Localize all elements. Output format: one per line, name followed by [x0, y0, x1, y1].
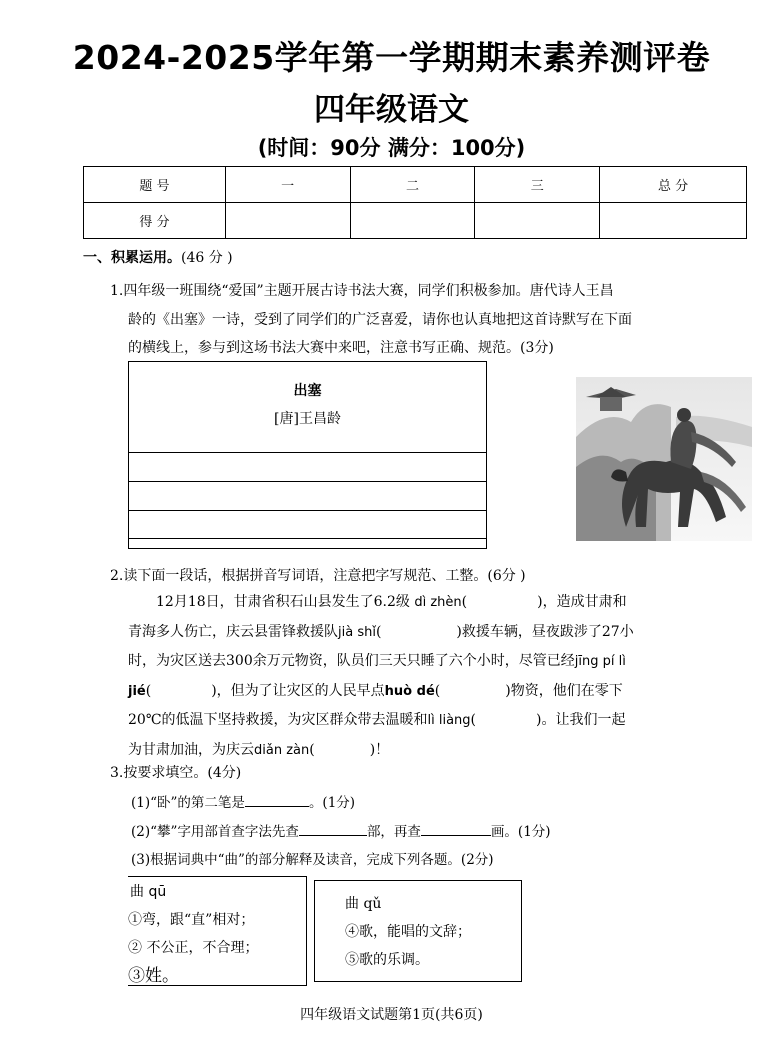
dictionary-entry-qu3 [314, 880, 522, 982]
answer-blank[interactable] [245, 806, 309, 807]
pinyin: jīng pí lì [574, 654, 626, 669]
score-input-cell[interactable] [600, 203, 747, 239]
question-3-prompt: 3.按要求填空。(4分) [110, 765, 242, 781]
section-heading [83, 247, 233, 267]
question-2-passage [128, 588, 756, 765]
answer-blank[interactable] [421, 835, 491, 836]
passage-text: 青海多人伤亡，庆云县雷锋救援队 [128, 623, 338, 640]
pinyin: diǎn zàn [254, 742, 310, 758]
dict-line: 曲 qū [130, 884, 167, 900]
dict-line: ③姓。 [128, 966, 179, 986]
question-1-line: 的横线上，参与到这场书法大赛中来吧，注意书写正确、规范。(3分) [128, 340, 554, 356]
score-table [83, 166, 747, 239]
question-3-part-3: (3)根据词典中“曲”的部分解释及读音，完成下列各题。(2分) [131, 852, 494, 868]
score-cell: 一 [225, 167, 350, 203]
question-1 [110, 277, 755, 363]
passage-line: 为甘肃加油，为庆云diǎn zàn( )！ [128, 741, 390, 758]
question-1-line: 1.四年级一班围绕“爱国”主题开展古诗书法大赛，同学们积极参加。唐代诗人王昌 [110, 283, 614, 299]
dict-line: ①弯，跟“直”相对； [128, 912, 255, 928]
passage-text: 。让我们一起 [541, 712, 626, 728]
passage-line: 青海多人伤亡，庆云县雷锋救援队jià shǐ( )救援车辆，昼夜跋涉了27小 [128, 623, 634, 640]
passage-text: 救援车辆，昼夜跋涉了27小 [461, 623, 634, 640]
poem-title: 出塞 [293, 383, 322, 399]
q3-text: 。(1分) [308, 795, 356, 811]
dict-line: ⑤歌的乐调。 [345, 952, 429, 968]
pinyin: lì liàng [427, 713, 471, 728]
answer-blank[interactable] [299, 835, 367, 836]
passage-line: 12月18日，甘肃省积石山县发生了6.2级 dì zhèn( )，造成甘肃和 [156, 594, 627, 610]
exam-title: 2024-2025学年第一学期期末素养测评卷 [72, 38, 711, 77]
passage-text: ！ [375, 741, 390, 758]
q3-text: 画。(1分) [490, 824, 551, 840]
passage-text: 12月18日，甘肃省积石山县发生了6.2级 [156, 594, 410, 610]
poem-author: [唐]王昌龄 [274, 411, 341, 427]
passage-text: 时，为灾区送去300余万元物资，队员们三天只睡了六个小时，尽管已经 [128, 653, 575, 669]
question-3-part-2 [131, 820, 551, 840]
page-footer: 四年级语文试题第1页(共6页) [300, 1007, 483, 1023]
passage-text: 20℃的低温下坚持救援，为灾区群众带去温暖和 [128, 712, 428, 728]
passage-text: ，造成甘肃和 [542, 594, 627, 610]
q3-text: 部，再查 [366, 824, 421, 840]
q3-text: (2)“攀”字用部首查字法先查 [131, 824, 299, 840]
passage-text: 物资，他们在零下 [510, 682, 623, 699]
question-2-prompt: 2.读下面一段话，根据拼音写词语，注意把字写规范、工整。(6分 ) [110, 568, 526, 584]
writing-line[interactable] [129, 510, 486, 511]
section-points: (46 分 ) [181, 250, 233, 266]
pinyin: huò dé [384, 683, 435, 699]
score-input-cell[interactable] [350, 203, 475, 239]
writing-line[interactable] [129, 481, 486, 482]
dict-line: ② 不公正，不合理； [128, 940, 259, 956]
pinyin: dì zhèn [414, 595, 462, 610]
dict-line: ④歌，能唱的文辞； [345, 924, 471, 940]
score-cell: 总 分 [600, 167, 747, 203]
question-3-part-1 [131, 791, 355, 811]
score-cell: 得 分 [84, 203, 226, 239]
general-on-horse-illustration [576, 377, 752, 541]
score-cell: 题 号 [84, 167, 226, 203]
pinyin: jià shǐ [338, 624, 376, 640]
q3-text: (1)“卧”的第二笔是 [131, 795, 245, 811]
score-table-score-row [84, 203, 747, 239]
dict-line: 曲 qǔ [345, 896, 382, 912]
score-cell: 二 [350, 167, 475, 203]
poem-writing-box [128, 361, 487, 549]
section-title: 一、积累运用。 [83, 250, 181, 266]
exam-subtitle: 四年级语文 [314, 92, 469, 128]
passage-text: 为甘肃加油，为庆云 [128, 741, 254, 758]
pinyin: jié [128, 683, 146, 699]
score-input-cell[interactable] [475, 203, 600, 239]
dictionary-entry-qu1 [128, 876, 307, 986]
passage-line [128, 647, 756, 677]
question-1-line: 龄的《出塞》一诗，受到了同学们的广泛喜爱，请你也认真地把这首诗默写在下面 [128, 311, 632, 328]
score-cell: 三 [475, 167, 600, 203]
exam-info: (时间：90分 满分：100分) [257, 136, 526, 160]
writing-line[interactable] [129, 452, 486, 453]
passage-line: jié( )，但为了让灾区的人民早点huò dé( )物资，他们在零下 [128, 682, 623, 699]
passage-text: ，但为了让灾区的人民早点 [216, 682, 385, 699]
score-input-cell[interactable] [225, 203, 350, 239]
writing-line[interactable] [129, 538, 486, 539]
passage-line: 20℃的低温下坚持救援，为灾区群众带去温暖和lì liàng( )。让我们一起 [128, 712, 626, 728]
score-table-header-row [84, 167, 747, 203]
